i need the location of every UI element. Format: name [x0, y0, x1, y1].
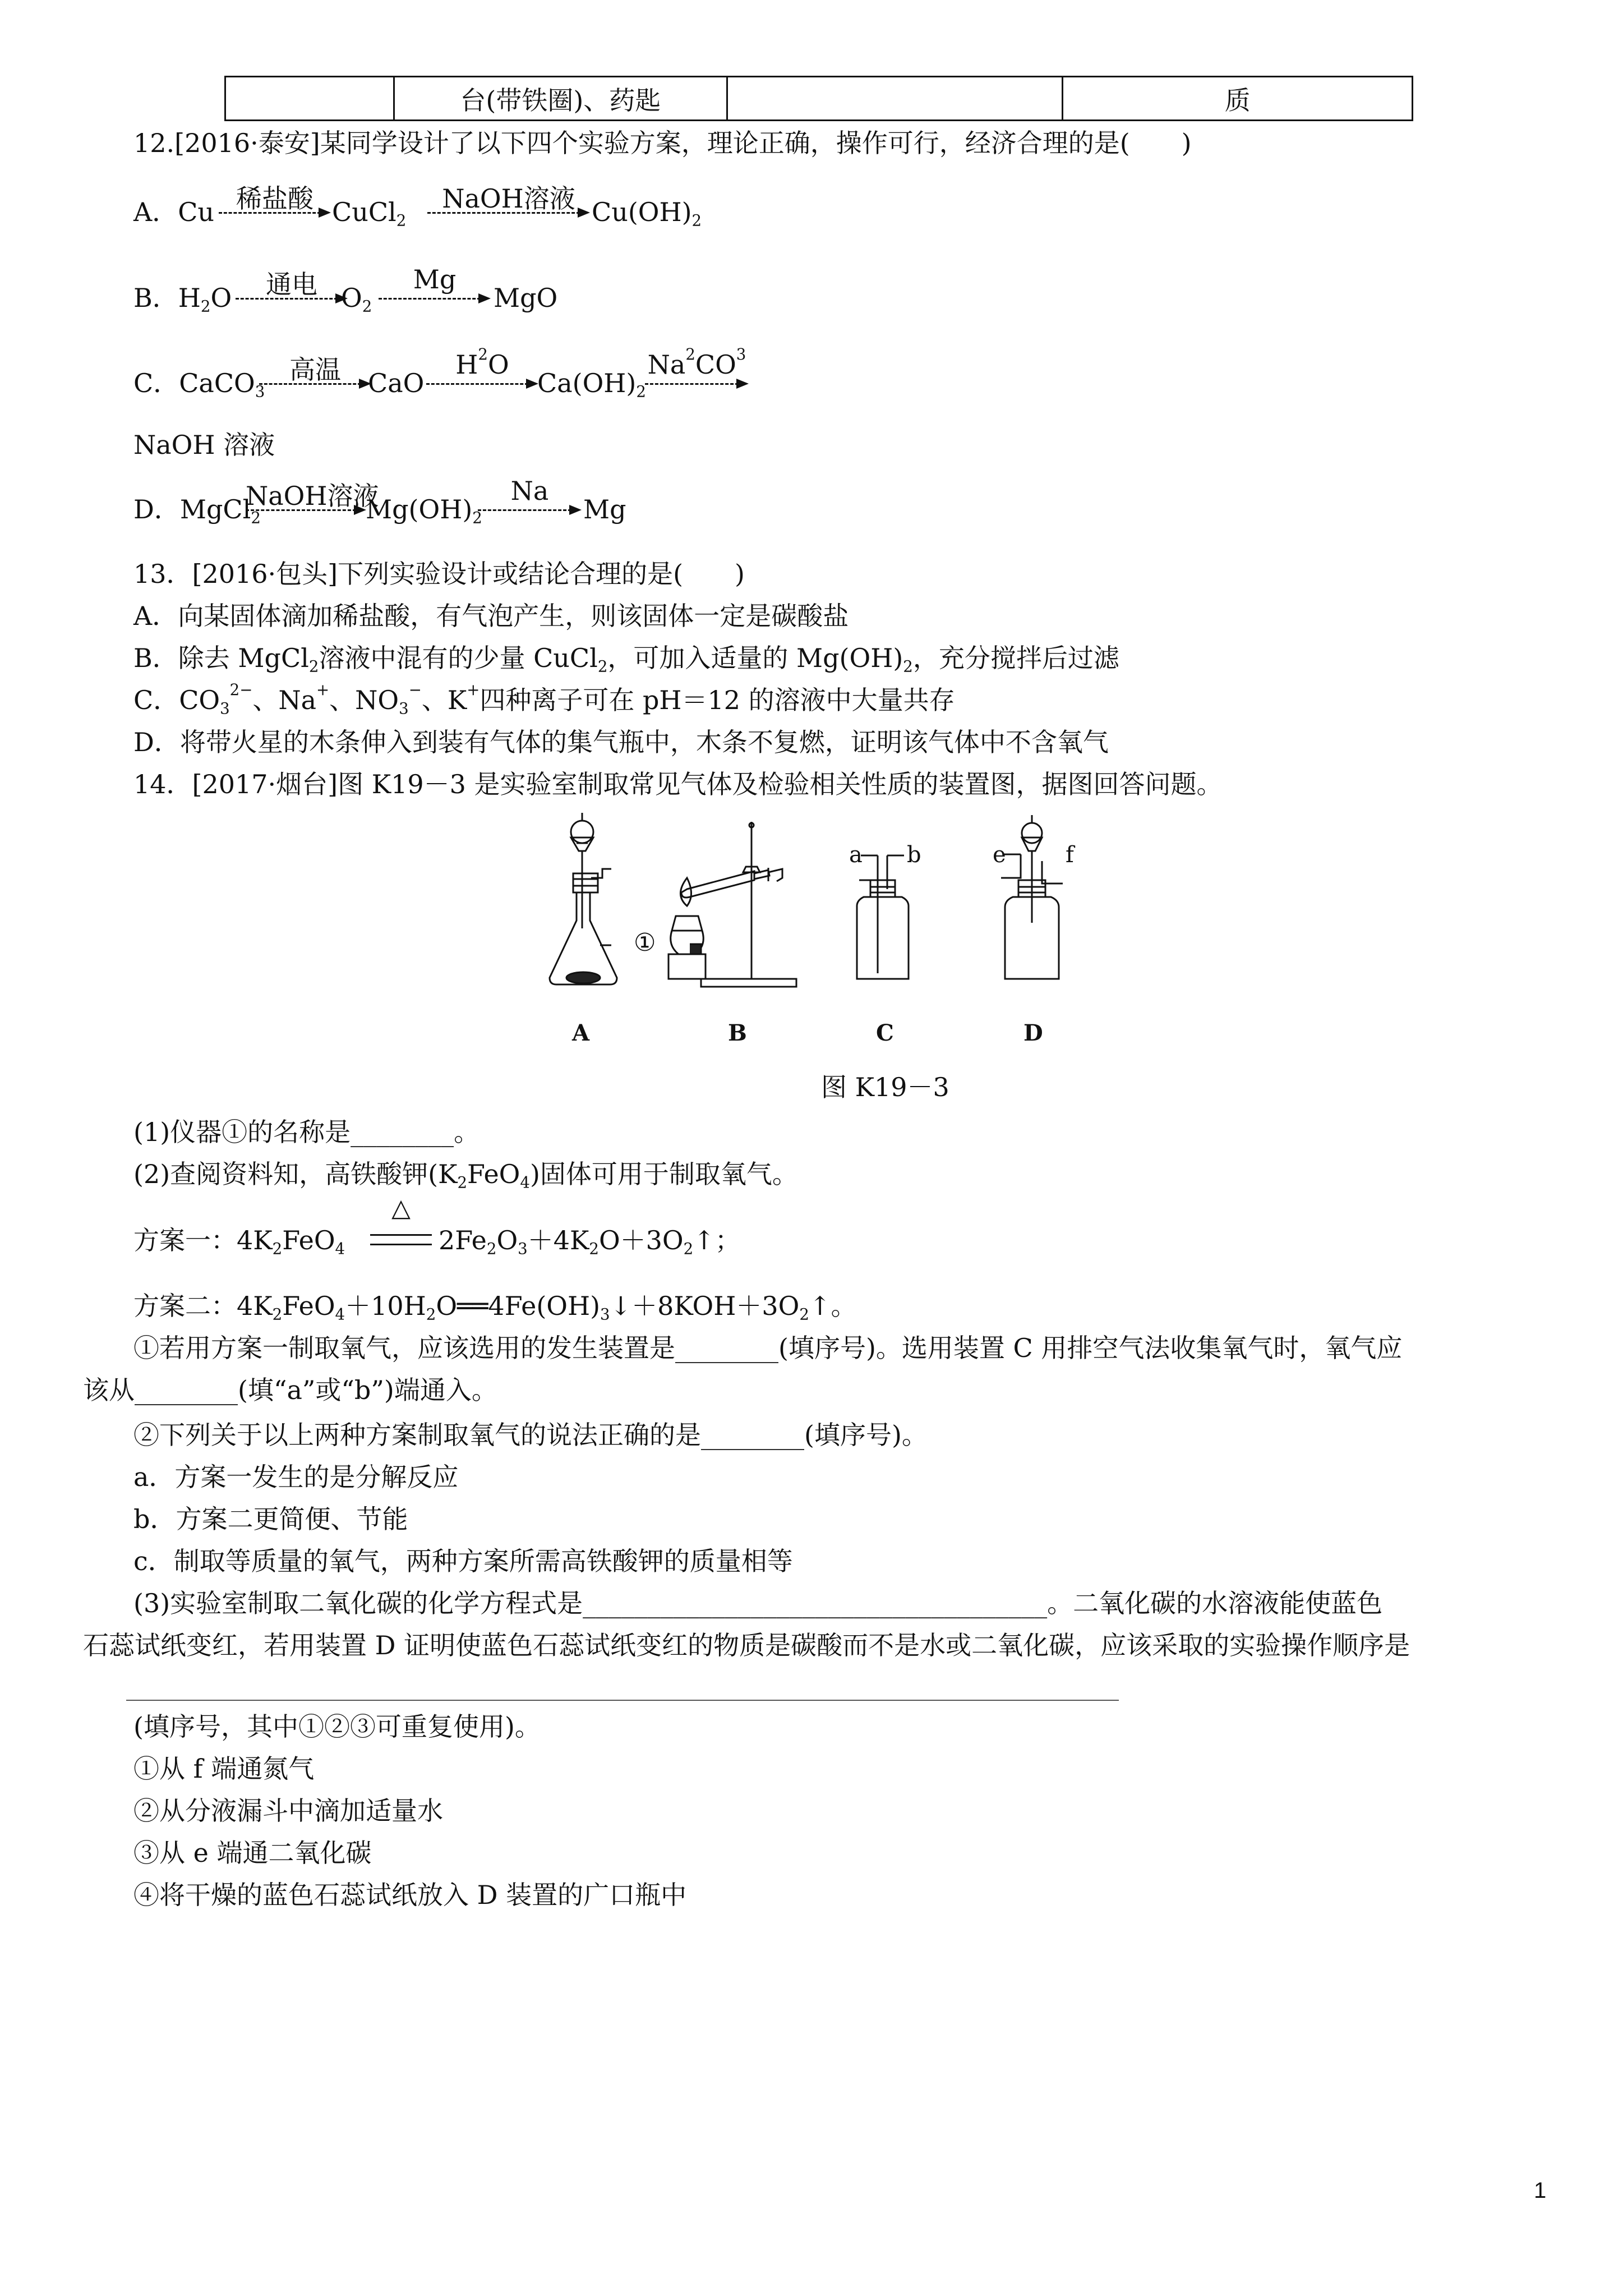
- text: FeO: [282, 1225, 335, 1255]
- plan1-condition: △: [391, 1194, 411, 1222]
- subscript: 2: [589, 1239, 599, 1258]
- text: 溶液中混有的少量 CuCl: [319, 643, 598, 673]
- subscript: 2: [472, 508, 482, 527]
- q12-d-end: Mg: [583, 494, 626, 524]
- apparatus-b-heating: [668, 822, 796, 987]
- arrow-label: NaOH溶液: [246, 481, 379, 511]
- text: ↑。: [809, 1291, 857, 1321]
- subscript: 2: [362, 297, 372, 316]
- table-row: [225, 77, 1413, 121]
- text: ↓＋8KOH＋3O: [610, 1291, 800, 1321]
- q12-option-d: [133, 494, 261, 527]
- superscript: 3: [736, 345, 746, 364]
- formula-text: Mg(OH): [366, 494, 473, 524]
- q12-option-a: [133, 199, 214, 225]
- arrow-label: [426, 345, 538, 380]
- arrow-head-icon: [478, 293, 491, 303]
- label-circled-one: ①: [634, 928, 656, 957]
- q13-stem: 13．[2016·包头]下列实验设计或结论合理的是( ): [133, 559, 745, 589]
- subscript: 2: [597, 657, 608, 676]
- q12-a-letter: A．Cu: [133, 197, 215, 227]
- subscript: 2: [396, 211, 407, 230]
- plan2-equation: [133, 1291, 857, 1324]
- arrow-label: Mg: [413, 264, 457, 295]
- arrow-line: [645, 383, 739, 385]
- arrow-line: [478, 509, 571, 511]
- text: 方案二：4K: [133, 1291, 273, 1321]
- formula-text: Cu(OH): [592, 197, 692, 227]
- figure-caption: 图 K19－3: [821, 1072, 949, 1102]
- q14-part2: [133, 1159, 798, 1192]
- formula-text: H: [455, 349, 478, 380]
- plan1-equation-left: [133, 1225, 345, 1258]
- text: C．CO: [133, 685, 220, 715]
- text: 四种离子可在 pH＝12 的溶液中大量共存: [479, 685, 955, 715]
- arrow-head-icon: [569, 505, 582, 515]
- q14-stem: 14．[2017·烟台]图 K19－3 是实验室制取常见气体及检验相关性质的装置图，据图回答问题。: [133, 769, 1223, 799]
- superscript: −: [408, 680, 422, 700]
- table-cell: [225, 77, 394, 121]
- arrow-line: [426, 383, 528, 385]
- text: 、Na: [252, 685, 317, 715]
- q14-part3-line3: (填序号，其中①②③可重复使用)。: [133, 1711, 541, 1742]
- subscript: 2: [426, 1305, 436, 1324]
- q14-sub1-line1: ①若用方案一制取氧气，应该选用的发生装置是________(填序号)。选用装置 C 用排空气法收集氧气时，氧气应: [133, 1333, 1403, 1363]
- text: 2Fe: [439, 1225, 487, 1255]
- table-cell: 台(带铁圈)、药匙: [394, 77, 727, 121]
- option-a: a．方案一发生的是分解反应: [133, 1462, 459, 1492]
- superscript: +: [467, 680, 480, 700]
- subscript: 2: [486, 1239, 497, 1258]
- superscript: +: [316, 680, 330, 700]
- arrow-label: NaOH溶液: [442, 183, 575, 214]
- subscript: 2: [683, 1239, 694, 1258]
- q12-c-arrow3: [645, 345, 749, 391]
- label-b: b: [907, 842, 921, 868]
- arrow-label: 通电: [266, 269, 317, 300]
- q12-stem: 12.[2016·泰安]某同学设计了以下四个实验方案，理论正确，操作可行，经济合理的是( ): [133, 128, 1192, 158]
- step-1: ①从 f 端通氮气: [133, 1754, 315, 1784]
- arrow-line: [246, 509, 356, 511]
- subscript: 3: [600, 1305, 610, 1324]
- step-2: ②从分液漏斗中滴加适量水: [133, 1796, 443, 1826]
- top-table: [224, 76, 1413, 121]
- formula-text: Na: [647, 349, 686, 380]
- q12-b-mid: [341, 283, 372, 316]
- q12-d-mid: [366, 494, 482, 527]
- q14-part1: (1)仪器①的名称是________。: [133, 1117, 480, 1147]
- arrow-line: [259, 383, 361, 385]
- text: O: [496, 1225, 518, 1255]
- subscript: 3: [399, 699, 409, 718]
- arrow-head-icon: [319, 208, 331, 218]
- q12-c-wrap: NaOH 溶液: [133, 430, 275, 460]
- table-cell: [727, 77, 1062, 121]
- subscript: 4: [335, 1239, 345, 1258]
- superscript: 2: [685, 345, 695, 364]
- arrow-label: Na: [510, 476, 549, 506]
- step-3: ③从 e 端通二氧化碳: [133, 1838, 372, 1868]
- plan1-equals-sign: [370, 1234, 432, 1245]
- q14-sub2: ②下列关于以上两种方案制取氧气的说法正确的是________(填序号)。: [133, 1420, 928, 1450]
- q12-d-letter: D．MgCl: [133, 494, 251, 524]
- text: ＋4K: [527, 1225, 589, 1255]
- arrow-line: [219, 212, 321, 214]
- apparatus-figure: [527, 811, 1155, 1052]
- q12-option-b: [133, 283, 232, 316]
- superscript: 2−: [229, 680, 253, 700]
- q12-a-mid: [332, 197, 407, 230]
- q12-c-arrow2: [426, 345, 538, 391]
- subscript: 3: [220, 699, 230, 718]
- subscript: 2: [272, 1305, 283, 1324]
- text: 、NO: [329, 685, 399, 715]
- subscript: 2: [799, 1305, 809, 1324]
- text: ↑；: [693, 1225, 741, 1255]
- q13-option-d: D．将带火星的木条伸入到装有气体的集气瓶中，木条不复燃，证明该气体中不含氧气: [133, 727, 1109, 757]
- text: 方案一：4K: [133, 1225, 273, 1255]
- subscript: 2: [272, 1239, 283, 1258]
- arrow-line: [427, 212, 580, 214]
- q12-c-letter: C．CaCO: [133, 368, 255, 398]
- arrow-label: 稀盐酸: [236, 183, 313, 214]
- q12-d-arrow1: [246, 481, 379, 517]
- subscript: 2: [308, 657, 319, 676]
- text: )固体可用于制取氧气。: [529, 1159, 798, 1189]
- text: ＋10H: [345, 1291, 426, 1321]
- formula-text: O: [210, 283, 232, 313]
- formula-text: O: [487, 349, 509, 380]
- subscript: 3: [518, 1239, 528, 1258]
- arrow-head-icon: [526, 379, 538, 389]
- q12-a-arrow1: [219, 183, 331, 220]
- arrow-line: [236, 298, 338, 300]
- subscript: 2: [200, 297, 211, 316]
- label-C: C: [876, 1020, 894, 1046]
- subscript: 4: [520, 1173, 530, 1192]
- arrow-label: [645, 345, 749, 380]
- q14-part3-line1: (3)实验室制取二氧化碳的化学方程式是____________________________________。二氧化碳的水溶液能使蓝色: [133, 1588, 1383, 1618]
- q12-b-arrow2: [379, 264, 491, 306]
- label-B: B: [728, 1020, 747, 1046]
- formula-text: CO: [695, 349, 736, 380]
- label-a: a: [849, 842, 863, 868]
- subscript: 2: [691, 211, 702, 230]
- text: O＋3O: [598, 1225, 684, 1255]
- plan1-equation-right: [439, 1225, 741, 1258]
- formula-text: CuCl: [332, 197, 396, 227]
- apparatus-a-flask: [550, 813, 617, 984]
- subscript: 2: [903, 657, 913, 676]
- q13-option-a: A．向某固体滴加稀盐酸，有气泡产生，则该固体一定是碳酸盐: [133, 601, 849, 631]
- text: 、K: [421, 685, 467, 715]
- q12-c-end: [537, 368, 646, 401]
- apparatus-c-bottle: [857, 855, 909, 979]
- apparatus-d-bottle: [1001, 815, 1063, 979]
- text: ，可加入适量的 Mg(OH): [607, 643, 903, 673]
- text: B．除去 MgCl: [133, 643, 309, 673]
- answer-blank-line: [126, 1700, 1119, 1701]
- q12-a-end: [592, 197, 702, 230]
- arrow-line: [379, 298, 481, 300]
- q12-b-end: MgO: [494, 283, 558, 313]
- subscript: 2: [251, 508, 261, 527]
- q14-part3-line2: 石蕊试纸变红，若用装置 D 证明使蓝色石蕊试纸变红的物质是碳酸而不是水或二氧化碳，应该采取的实验操作顺序是: [83, 1630, 1410, 1660]
- label-f: f: [1066, 842, 1074, 868]
- arrow-head-icon: [354, 505, 366, 515]
- subscript: 2: [457, 1173, 468, 1192]
- table-cell: 质: [1063, 77, 1413, 121]
- option-c: c．制取等质量的氧气，两种方案所需高铁酸钾的质量相等: [133, 1546, 793, 1576]
- q12-b-letter: B．H: [133, 283, 201, 313]
- label-A: A: [572, 1020, 590, 1046]
- text: O══4Fe(OH): [436, 1291, 601, 1321]
- text: FeO: [282, 1291, 335, 1321]
- q14-sub1-line2: 该从________(填“a”或“b”)端通入。: [83, 1375, 497, 1405]
- q12-c-arrow1: [259, 355, 371, 391]
- arrow-head-icon: [578, 208, 590, 218]
- text: FeO: [467, 1159, 520, 1189]
- q12-c-mid: CaO: [368, 368, 425, 398]
- label-D: D: [1023, 1020, 1043, 1046]
- text: ，充分搅拌后过滤: [912, 643, 1119, 673]
- subscript: 2: [636, 382, 646, 401]
- q12-b-arrow1: [236, 269, 348, 306]
- text: (2)查阅资料知，高铁酸钾(K: [133, 1159, 458, 1189]
- step-4: ④将干燥的蓝色石蕊试纸放入 D 装置的广口瓶中: [133, 1880, 687, 1910]
- subscript: 3: [255, 382, 265, 401]
- arrow-label: 高温: [289, 355, 341, 385]
- q13-option-b: [133, 643, 1119, 676]
- q12-a-arrow2: [427, 183, 590, 220]
- subscript: 4: [335, 1305, 345, 1324]
- page-number: 1: [1534, 2178, 1547, 2203]
- q12-option-c: [133, 368, 265, 401]
- option-b: b．方案二更简便、节能: [133, 1504, 408, 1534]
- formula-text: O: [341, 283, 362, 313]
- q13-option-c: [133, 680, 955, 718]
- formula-text: Ca(OH): [537, 368, 637, 398]
- label-e: e: [993, 842, 1006, 868]
- superscript: 2: [478, 345, 488, 364]
- q12-d-arrow2: [478, 476, 582, 517]
- arrow-head-icon: [736, 379, 749, 389]
